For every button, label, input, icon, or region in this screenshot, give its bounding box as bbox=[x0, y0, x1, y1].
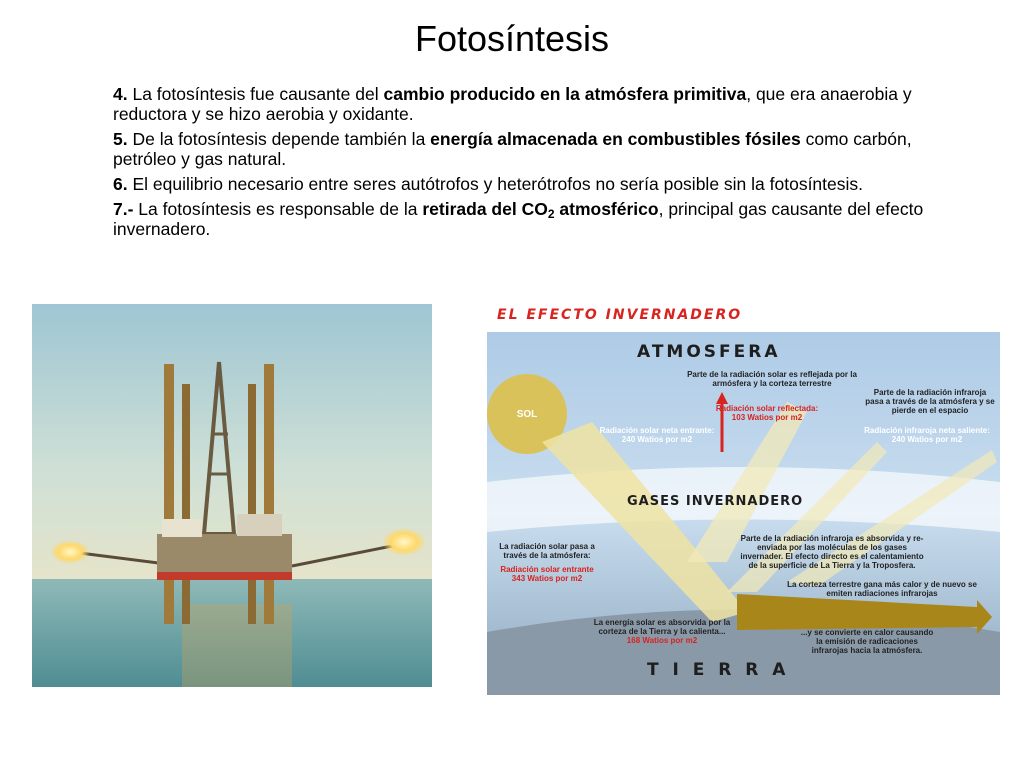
neta-entrante-text: Radiación solar neta entrante: 240 Watios por m2 bbox=[599, 426, 715, 444]
greenhouse-diagram bbox=[487, 332, 1000, 695]
point-5 bbox=[113, 129, 973, 169]
point-text: La fotosíntesis es responsable de la bbox=[133, 199, 423, 219]
co2-subscript: 2 bbox=[547, 207, 555, 221]
diagram-heading: EL EFECTO INVERNADERO bbox=[497, 307, 743, 323]
atmosfera-label: ATMOSFERA bbox=[637, 342, 781, 362]
point-text: , principal gas causante del efecto invernadero. bbox=[113, 199, 924, 239]
point-text: La fotosíntesis fue causante del bbox=[127, 84, 384, 104]
oil-rig-photo bbox=[32, 304, 432, 687]
absorbida-tierra-text: La energía solar es absorvida por la corteza de la Tierra y la calienta... bbox=[593, 618, 731, 636]
slide-title: Fotosíntesis bbox=[414, 18, 610, 59]
reflectada-text: Radiación solar reflectada: 103 Watios por m2 bbox=[715, 404, 819, 422]
tierra-label: T I E R R A bbox=[647, 660, 790, 680]
gases-invernadero-label: GASES INVERNADERO bbox=[627, 494, 804, 509]
point-number: 5. bbox=[113, 129, 128, 149]
corteza-calor-text: La corteza terrestre gana más calor y de nuevo se emiten radiaciones infrarojas bbox=[787, 580, 977, 598]
point-6 bbox=[113, 174, 973, 194]
point-bold: energía almacenada en combustibles fósiles bbox=[430, 129, 801, 149]
point-7 bbox=[113, 199, 973, 239]
atmosferico-text: atmosférico bbox=[554, 199, 659, 219]
point-bold bbox=[422, 199, 658, 219]
co2-text: retirada del CO bbox=[422, 199, 548, 219]
entrante-text: Radiación solar entrante 343 Watios por m2 bbox=[500, 565, 594, 583]
point-text: , que era anaerobia y reductora y se hizo aerobia y oxidante. bbox=[113, 84, 912, 124]
convierte-text: ...y se convierte en calor causando la emisión de radicaciones infrarojas hacia la atmósfera. bbox=[800, 628, 934, 655]
pasa-atmosfera-text: La radiación solar pasa a través de la atmósfera: bbox=[499, 542, 595, 560]
infra-pasa-text: Parte de la radiación infraroja pasa a través de la atmósfera y se pierde en el espacio bbox=[865, 388, 995, 415]
bullet-points bbox=[113, 84, 973, 244]
point-text: El equilibrio necesario entre seres autótrofos y heterótrofos no sería posible sin la fotosíntesis. bbox=[127, 174, 864, 194]
sol-label: SOL bbox=[516, 409, 538, 420]
watios-168-text: 168 Watios por m2 bbox=[626, 636, 698, 645]
absorbida-gases-text: Parte de la radiación infraroja es absorvida y re-enviada por las moléculas de los gases invernader. El efecto directo es el calentamiento de la superficie de La Tierra y la Troposfera. bbox=[740, 534, 924, 570]
point-text: De la fotosíntesis depende también la bbox=[127, 129, 431, 149]
reflejada-text: Parte de la radiación solar es reflejada por la armósfera y la corteza terrestre bbox=[687, 370, 857, 388]
point-4 bbox=[113, 84, 973, 124]
point-bold: cambio producido en la atmósfera primitiva bbox=[383, 84, 747, 104]
point-number: 4. bbox=[113, 84, 128, 104]
point-number: 6. bbox=[113, 174, 128, 194]
point-number: 7.- bbox=[113, 199, 134, 219]
neta-saliente-text: Radiación infraroja neta saliente: 240 Watios por m2 bbox=[864, 426, 990, 444]
point-text: como carbón, petróleo y gas natural. bbox=[113, 129, 912, 169]
